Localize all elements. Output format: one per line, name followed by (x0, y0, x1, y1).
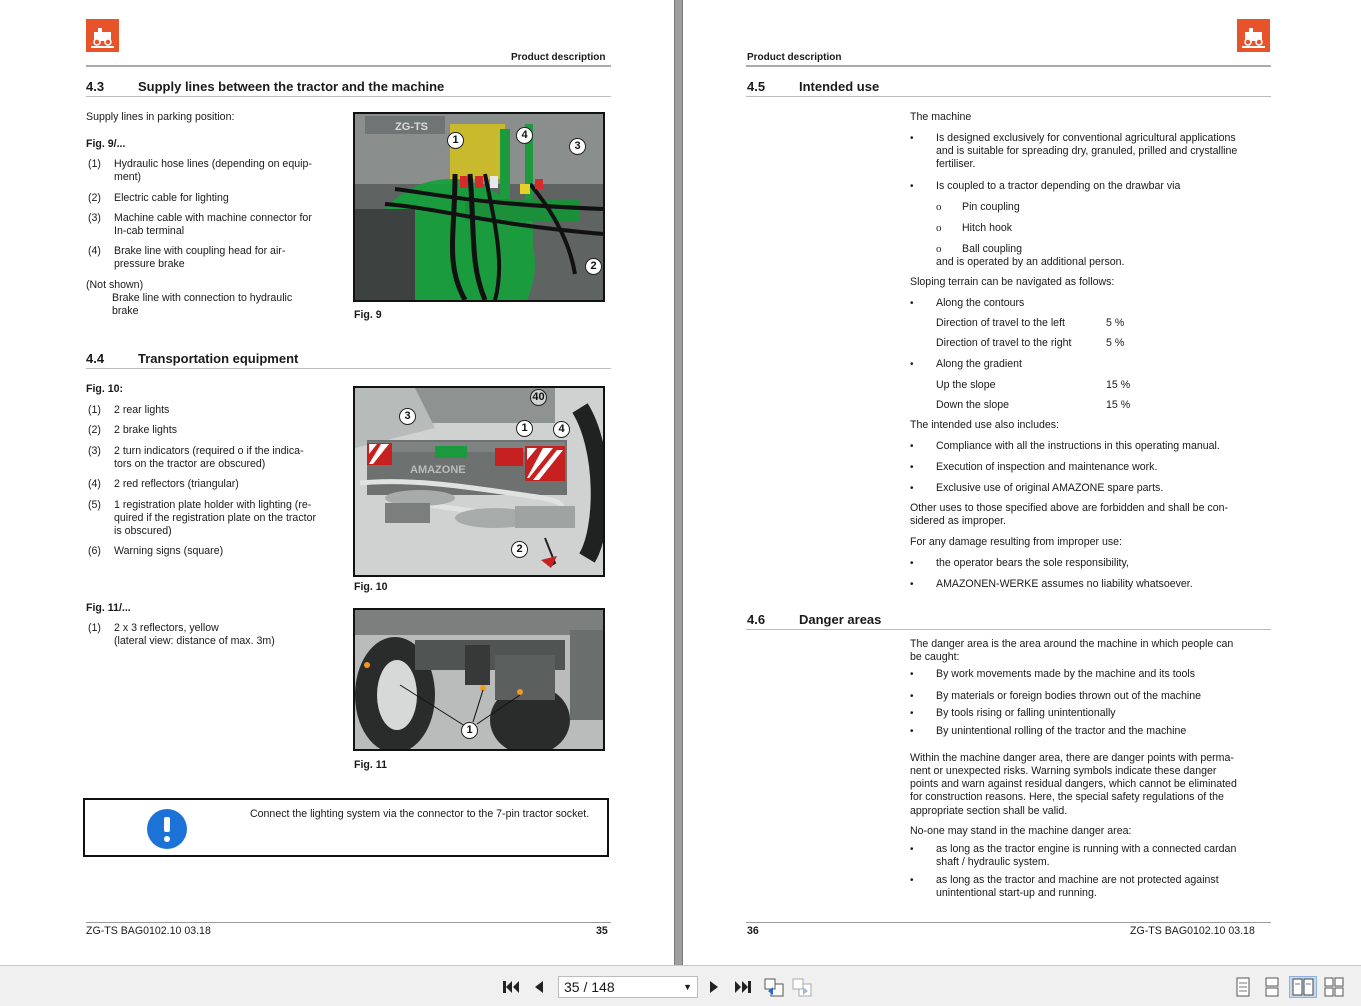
slope-row: Down the slope 15 % (936, 399, 1131, 411)
page-number-select[interactable] (558, 976, 698, 998)
running-head: Product description (511, 52, 606, 63)
previous-page-icon (533, 979, 545, 995)
last-page-button[interactable] (732, 976, 754, 998)
parking-intro: Supply lines in parking position: (86, 111, 235, 123)
figure-callout: 1 (447, 132, 464, 149)
first-page-button[interactable] (500, 976, 522, 998)
section-rule (746, 629, 1271, 630)
previous-view-icon (763, 977, 785, 997)
page-gutter (674, 0, 683, 965)
within-text: nent or unexpected risks. Warning symbols indicate these danger (910, 765, 1217, 777)
other-uses: sidered as improper. (910, 515, 1006, 527)
damage-intro: For any damage resulting from improper use: (910, 536, 1122, 548)
slope-row: Direction of travel to the left 5 % (936, 317, 1125, 329)
figure-callout: 1 (516, 420, 533, 437)
two-page-view-button[interactable] (1289, 976, 1317, 998)
single-page-icon (1235, 977, 1251, 997)
section-title: Intended use (799, 79, 880, 94)
fig11-reference: Fig. 11/... (86, 602, 131, 614)
first-page-icon (502, 979, 520, 995)
section-number: 4.5 (747, 79, 766, 94)
danger-intro: The danger area is the area around the machine in which people can (910, 638, 1234, 650)
page-indicator: 35 / 148 (564, 979, 615, 995)
operated-text: and is operated by an additional person. (936, 256, 1125, 268)
next-view-icon (791, 977, 813, 997)
not-shown-text: brake (112, 305, 139, 317)
running-head: Product description (747, 52, 842, 63)
footer-page-number: 36 (747, 925, 759, 937)
danger-intro: be caught: (910, 651, 960, 663)
within-text: points and warn against residual dangers, which cannot be eliminated (910, 778, 1237, 790)
fig10-brand: AMAZONE (410, 464, 466, 476)
two-page-continuous-icon (1323, 977, 1345, 997)
fig9-decal: ZG-TS (395, 121, 428, 133)
includes-intro: The intended use also includes: (910, 419, 1060, 431)
figure-10-caption: Fig. 10 (354, 581, 388, 593)
slope-row: Up the slope 15 % (936, 379, 1131, 391)
previous-view-button[interactable] (762, 976, 786, 998)
not-shown-label: (Not shown) (86, 279, 144, 291)
single-page-view-button[interactable] (1233, 976, 1253, 998)
note-text: Connect the lighting system via the connector to the 7-pin tractor socket. (250, 808, 590, 820)
two-page-icon (1291, 977, 1315, 997)
info-icon (147, 809, 187, 849)
figure-11-photo (353, 608, 605, 751)
figure-callout: 2 (511, 541, 528, 558)
within-text: appropriate section shall be valid. (910, 805, 1068, 817)
other-uses: Other uses to those specified above are forbidden and shall be con- (910, 502, 1229, 514)
no-one-intro: No-one may stand in the machine danger area: (910, 825, 1132, 837)
not-shown-text: Brake line with connection to hydraulic (112, 292, 293, 304)
footer-rule (746, 922, 1271, 923)
figure-9-caption: Fig. 9 (354, 309, 382, 321)
chevron-down-icon: ▼ (683, 982, 692, 992)
section-number: 4.6 (747, 612, 766, 627)
next-page-icon (708, 979, 720, 995)
footer-rule (86, 922, 611, 923)
amazone-logo (86, 19, 119, 52)
sloping-intro: Sloping terrain can be navigated as follows: (910, 276, 1115, 288)
continuous-page-icon (1264, 977, 1280, 997)
info-note (83, 798, 609, 857)
viewer-toolbar (0, 965, 1361, 1006)
section-number: 4.3 (86, 79, 105, 94)
within-text: for construction reasons. Here, the special safety regulations of the (910, 791, 1224, 803)
two-page-continuous-view-button[interactable] (1323, 976, 1345, 998)
section-title: Supply lines between the tractor and the machine (138, 79, 445, 94)
section-title: Danger areas (799, 612, 882, 627)
previous-page-button[interactable] (530, 976, 548, 998)
amazone-logo (1237, 19, 1270, 52)
section-rule (746, 96, 1271, 97)
left-page: Product description 4.3 Supply lines between the tractor and the machine Supply lines in parking position: Fig. 9/... (1) Hydraulic hose lines (depending on equip- ment) (2) Electric cable for lighting (3) Machine cable with machine connector for In-cab terminal (4) Brake line with coupling head for air- pressure brake (Not shown) Brake line with connection to hydraulic brake ZG-TS 1 4 3 2 Fig. 9 4.4 Transportation equipment Fig. 10: (1) 2 rear lights (2) 2 brake lights (3) 2 turn indicators (required o if the indica- tors on the tractor are obscured) (4) 2 red reflectors (triangular) (5) 1 registration plate holder with lighting (re- quired if the registration plate on the tractor is obscured) (6) Warning signs (square) AMAZONE 3 40 1 4 2 Fig. 10 Fig. 11/... (1) 2 x 3 reflectors, yellow (lateral view: distance of max. 3m) 1 Fig. 11 Connect the lighting system via the connector to the 7-pin tractor socket. ZG-TS BAG0102.10 03.18 35 (0, 0, 674, 965)
figure-10-photo (353, 386, 605, 577)
figure-callout: 4 (553, 421, 570, 438)
footer-doc-id: ZG-TS BAG0102.10 03.18 (86, 925, 211, 937)
header-rule (746, 65, 1271, 67)
section-rule (86, 368, 611, 369)
machine-intro: The machine (910, 111, 972, 123)
right-page: Product description 4.5 Intended use The machine • Is designed exclusively for conventional agricultural applications and is suitable for spreading dry, granuled, prilled and crystalline fertiliser. • Is coupled to a tractor depending on the drawbar via o Pin coupling o Hitch hook o Ball coupling and is operated by an additional person. Sloping terrain can be navigated as follows: • Along the contours Direction of travel to the left 5 % Direction of travel to the right 5 % • Along the gradient Up the slope 15 % Down the slope 15 % The intended use also includes: • Compliance with all the instructions in this operating manual. • Execution of inspection and maintenance work. • Exclusive use of original AMAZONE spare parts. Other uses to those specified above are forbidden and shall be con- sidered as improper. For any damage resulting from improper use: • the operator bears the sole responsibility, • AMAZONEN-WERKE assumes no liability whatsoever. 4.6 Danger areas The danger area is the area around the machine in which people can be caught: • By work movements made by the machine and its tools • By materials or foreign bodies thrown out of the machine • By tools rising or falling unintentionally • By unintentional rolling of the tractor and the machine Within the machine danger area, there are danger points with perma- nent or unexpected risks. Warning symbols indicate these danger points and warn against residual dangers, which cannot be eliminated for construction reasons. Here, the special safety regulations of the appropriate section shall be valid. No-one may stand in the machine danger area: • as long as the tractor engine is running with a connected cardan shaft / hydraulic system. • as long as the tractor and machine are not protected against unintentional start-up and running. 36 ZG-TS BAG0102.10 03.18 (683, 0, 1361, 965)
figure-9-photo (353, 112, 605, 302)
figure-callout: 4 (516, 127, 533, 144)
figure-11-caption: Fig. 11 (354, 759, 387, 771)
figure-callout: 40 (530, 389, 547, 406)
figure-callout: 1 (461, 722, 478, 739)
next-page-button[interactable] (705, 976, 723, 998)
fig10-reference: Fig. 10: (86, 383, 124, 395)
header-rule (86, 65, 611, 67)
footer-page-number: 35 (596, 925, 608, 937)
continuous-view-button[interactable] (1262, 976, 1282, 998)
fig9-reference: Fig. 9/... (86, 138, 126, 150)
section-title: Transportation equipment (138, 351, 299, 366)
next-view-button[interactable] (790, 976, 814, 998)
figure-callout: 3 (399, 408, 416, 425)
section-rule (86, 96, 611, 97)
footer-doc-id: ZG-TS BAG0102.10 03.18 (1130, 925, 1255, 937)
within-text: Within the machine danger area, there are danger points with perma- (910, 752, 1234, 764)
slope-row: Direction of travel to the right 5 % (936, 337, 1125, 349)
figure-callout: 3 (569, 138, 586, 155)
last-page-icon (734, 979, 752, 995)
section-number: 4.4 (86, 351, 105, 366)
figure-callout: 2 (585, 258, 602, 275)
